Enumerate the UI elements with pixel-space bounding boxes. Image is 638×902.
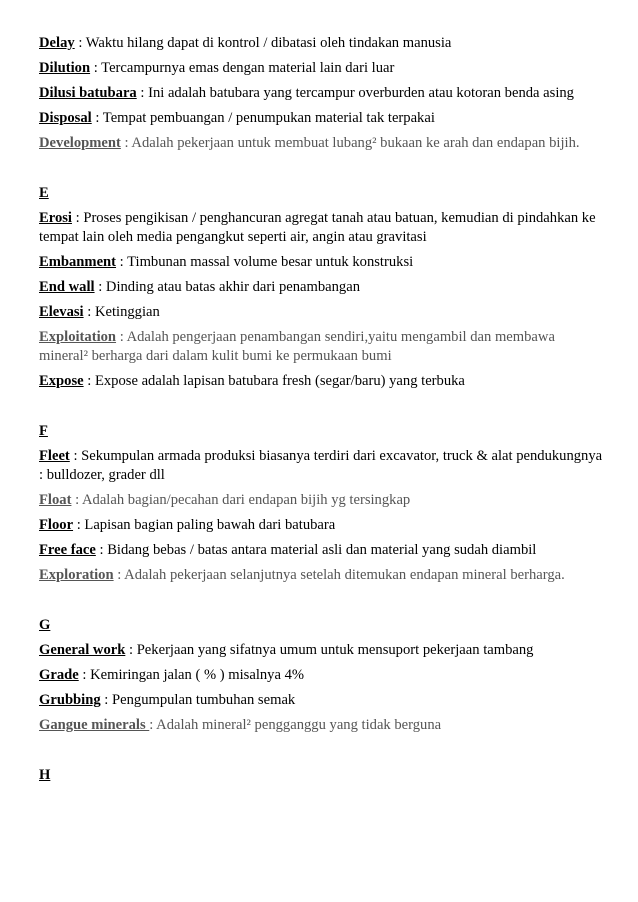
glossary-entry (39, 641, 607, 660)
term: Floor (39, 517, 74, 533)
glossary-entry (39, 59, 607, 78)
glossary-entry (39, 541, 607, 560)
section-letter: H (39, 767, 51, 783)
section-h (39, 766, 607, 785)
term: Embanment (39, 254, 117, 270)
glossary-page (39, 34, 607, 791)
definition: : Waktu hilang dapat di kontrol / dibatasi oleh tindakan manusia (74, 35, 452, 51)
definition: : Expose adalah lapisan batubara fresh (segar/baru) yang terbuka (83, 373, 465, 389)
glossary-entry (39, 372, 607, 391)
glossary-entry (39, 566, 607, 585)
glossary-entry (39, 253, 607, 272)
definition: : Adalah mineral² pengganggu yang tidak berguna (149, 717, 442, 733)
term: Free face (39, 542, 96, 558)
glossary-entry (39, 109, 607, 128)
glossary-entry (39, 303, 607, 322)
glossary-entry (39, 666, 607, 685)
definition: : Adalah pekerjaan untuk membuat lubang² bukaan ke arah dan endapan bijih. (120, 135, 580, 151)
definition: : Dinding atau batas akhir dari penambangan (94, 279, 361, 295)
term: Exploitation (39, 329, 117, 345)
term: Gangue minerals (39, 717, 150, 733)
section-g (39, 616, 607, 735)
definition: : Proses pengikisan / penghancuran agregat tanah atau batuan, kemudian di pindahkan ke tempat lain oleh media pengangkut seperti air, angin atau gravitasi (39, 210, 596, 245)
section-spacer (39, 159, 607, 184)
definition: : Tempat pembuangan / penumpukan material tak terpakai (91, 110, 435, 126)
term: Grade (39, 667, 79, 683)
glossary-entry (39, 447, 607, 485)
term: Delay (39, 35, 75, 51)
section-letter: G (39, 617, 51, 633)
definition: : Kemiringan jalan ( % ) misalnya 4% (78, 667, 305, 683)
term: Float (39, 492, 72, 508)
section-spacer (39, 591, 607, 616)
glossary-entry (39, 278, 607, 297)
section-letter: F (39, 423, 48, 439)
definition: : Tercampurnya emas dengan material lain dari luar (90, 60, 395, 76)
definition: : Lapisan bagian paling bawah dari batubara (73, 517, 336, 533)
definition: : Bidang bebas / batas antara material asli dan material yang sudah diambil (95, 542, 537, 558)
section-f (39, 422, 607, 585)
term: Erosi (39, 210, 72, 226)
term: Dilusi batubara (39, 85, 137, 101)
glossary-entry (39, 84, 607, 103)
definition: : Sekumpulan armada produksi biasanya terdiri dari excavator, truck & alat pendukungnya : bulldozer, grader dll (39, 448, 603, 483)
section-d (39, 34, 607, 153)
glossary-entry (39, 134, 607, 153)
definition: : Adalah bagian/pecahan dari endapan bijih yg tersingkap (71, 492, 411, 508)
definition: : Pengumpulan tumbuhan semak (100, 692, 296, 708)
term: Dilution (39, 60, 91, 76)
glossary-entry (39, 516, 607, 535)
term: Expose (39, 373, 84, 389)
section-e (39, 184, 607, 391)
section-spacer (39, 741, 607, 766)
glossary-entry (39, 34, 607, 53)
term: Exploration (39, 567, 114, 583)
glossary-entry (39, 691, 607, 710)
term: Development (39, 135, 121, 151)
definition: : Ini adalah batubara yang tercampur overburden atau kotoran benda asing (136, 85, 574, 101)
definition: : Ketinggian (83, 304, 160, 320)
definition: : Timbunan massal volume besar untuk konstruksi (116, 254, 414, 270)
term: End wall (39, 279, 95, 295)
section-letter: E (39, 185, 49, 201)
section-spacer (39, 397, 607, 422)
term: Disposal (39, 110, 92, 126)
term: Elevasi (39, 304, 84, 320)
term: Grubbing (39, 692, 101, 708)
term: General work (39, 642, 126, 658)
glossary-entry (39, 716, 607, 735)
glossary-entry (39, 328, 607, 366)
definition: : Pekerjaan yang sifatnya umum untuk mensuport pekerjaan tambang (125, 642, 534, 658)
term: Fleet (39, 448, 70, 464)
glossary-entry (39, 491, 607, 510)
glossary-entry (39, 209, 607, 247)
definition: : Adalah pengerjaan penambangan sendiri,yaitu mengambil dan membawa mineral² berharga dari dalam kulit bumi ke permukaan bumi (39, 329, 555, 364)
definition: : Adalah pekerjaan selanjutnya setelah ditemukan endapan mineral berharga. (113, 567, 565, 583)
